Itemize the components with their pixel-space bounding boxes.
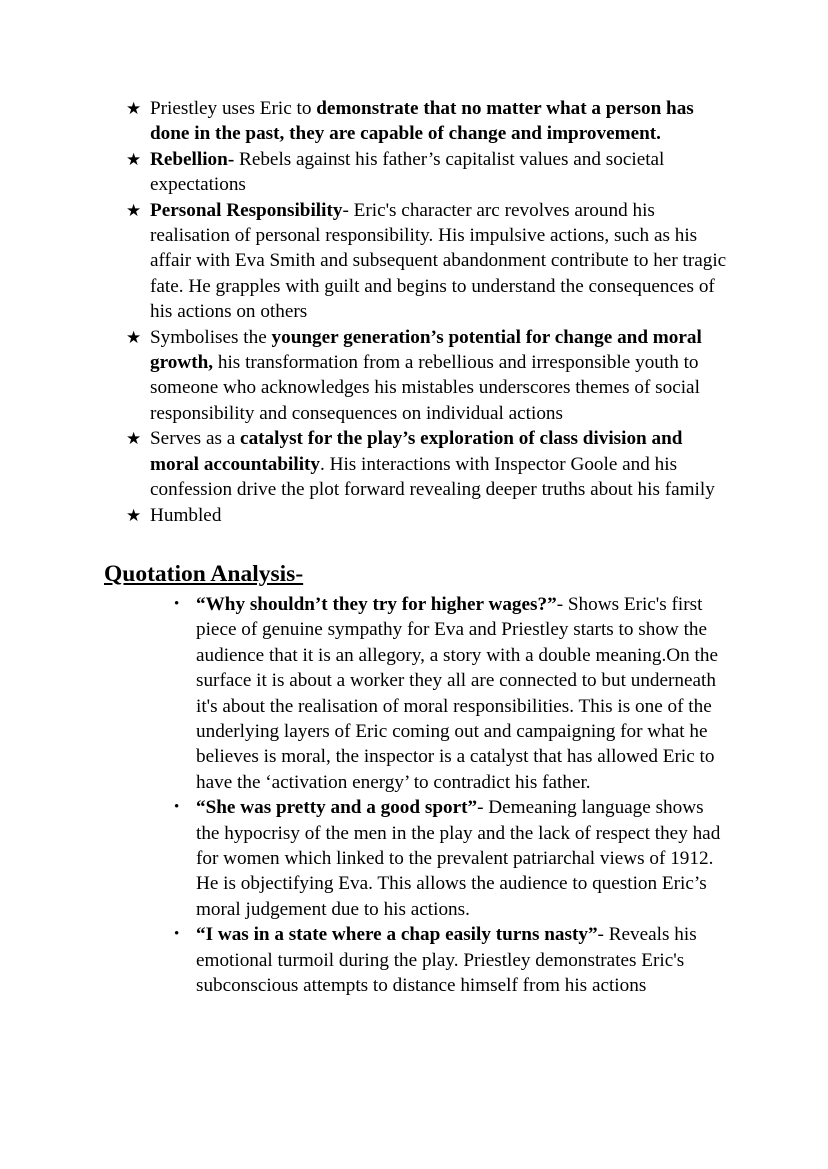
body-text: Serves as a <box>150 428 241 450</box>
quotation-entry <box>104 795 728 922</box>
emphasis-text: younger generation’s potential for change and moral growth, <box>150 326 702 374</box>
star-bullet-icon: ★ <box>126 505 142 525</box>
body-text: Priestley uses Eric to <box>150 98 317 119</box>
quotation-text: “Why shouldn’t they try for higher wages?” <box>196 593 557 615</box>
character-point-text <box>150 200 726 323</box>
quotation-analysis-heading: Quotation Analysis- <box>104 560 304 587</box>
quotation-analysis-text: - Demeaning language shows the hypocrisy of the men in the play and the lack of respect they had for women which linked to the prevalent patriarchal views of 1912. He is objectifying Eva. This allows the audience to question Eric’s moral judgement due to his actions. <box>196 797 721 920</box>
dot-bullet-icon: • <box>174 595 180 612</box>
body-text: Humbled <box>150 504 222 526</box>
emphasis-text: Personal Responsibility <box>150 199 343 221</box>
character-point-item <box>104 325 728 427</box>
character-point-text <box>150 98 694 144</box>
quotation-entries-list <box>104 592 728 999</box>
quotation-analysis-text: - Shows Eric's first piece of genuine sympathy for Eva and Priestley starts to show the audience that it is an allegory, a story with a double meaning.On the surface it is about a worker they all are connected to but underneath it's about the realisation of moral responsibilities. This is one of the underlying layers of Eric coming out and campaigning for what he believes is moral, the inspector is a catalyst that has allowed Eric to have the ‘activation energy’ to contradict his father. <box>196 593 718 793</box>
star-bullet-icon: ★ <box>126 327 142 347</box>
character-point-item <box>104 96 728 147</box>
character-point-text <box>150 327 702 424</box>
dot-bullet-icon: • <box>174 926 180 943</box>
character-point-text <box>150 428 715 500</box>
character-point-item <box>104 198 728 325</box>
quotation-text: “She was pretty and a good sport” <box>196 797 478 819</box>
emphasis-text: catalyst for the play’s exploration of class division and moral accountability <box>150 428 683 475</box>
emphasis-text: demonstrate that no matter what a person has done in the past, they are capable of change and improvement. <box>150 98 694 145</box>
quotation-analysis-text: - Reveals his emotional turmoil during the play. Priestley demonstrates Eric's subconscious attempts to distance himself from his actions <box>196 924 697 996</box>
body-text: Symbolises the <box>150 326 272 348</box>
body-text: - Eric's character arc revolves around his realisation of personal responsibility. His impulsive actions, such as his affair with Eva Smith and subsequent abandonment contribute to her tragic fate. He grapples with guilt and begins to understand the consequences of his actions on others <box>150 199 727 323</box>
quotation-analysis-section <box>104 528 728 999</box>
emphasis-text: Rebellion- <box>150 148 235 170</box>
quotation-entry <box>104 922 728 998</box>
dot-bullet-icon: • <box>174 799 180 816</box>
character-point-item <box>104 426 728 502</box>
star-bullet-icon: ★ <box>126 149 142 169</box>
star-bullet-icon: ★ <box>126 429 142 449</box>
body-text: his transformation from a rebellious and irresponsible youth to someone who acknowledges his mistables underscores themes of social responsibility and consequences on individual actions <box>150 352 700 424</box>
character-point-item <box>104 147 728 198</box>
body-text: . His interactions with Inspector Goole and his confession drive the plot forward revealing deeper truths about his family <box>150 453 715 501</box>
character-point-text <box>150 505 221 526</box>
quotation-entry <box>104 592 728 795</box>
character-point-item <box>104 503 728 528</box>
quotation-text: “I was in a state where a chap easily turns nasty” <box>196 924 598 946</box>
star-bullet-icon: ★ <box>126 99 142 118</box>
star-bullet-icon: ★ <box>126 200 142 220</box>
character-point-text <box>150 149 664 195</box>
character-points-list <box>104 96 728 528</box>
body-text: Rebels against his father’s capitalist values and societal expectations <box>150 148 665 196</box>
